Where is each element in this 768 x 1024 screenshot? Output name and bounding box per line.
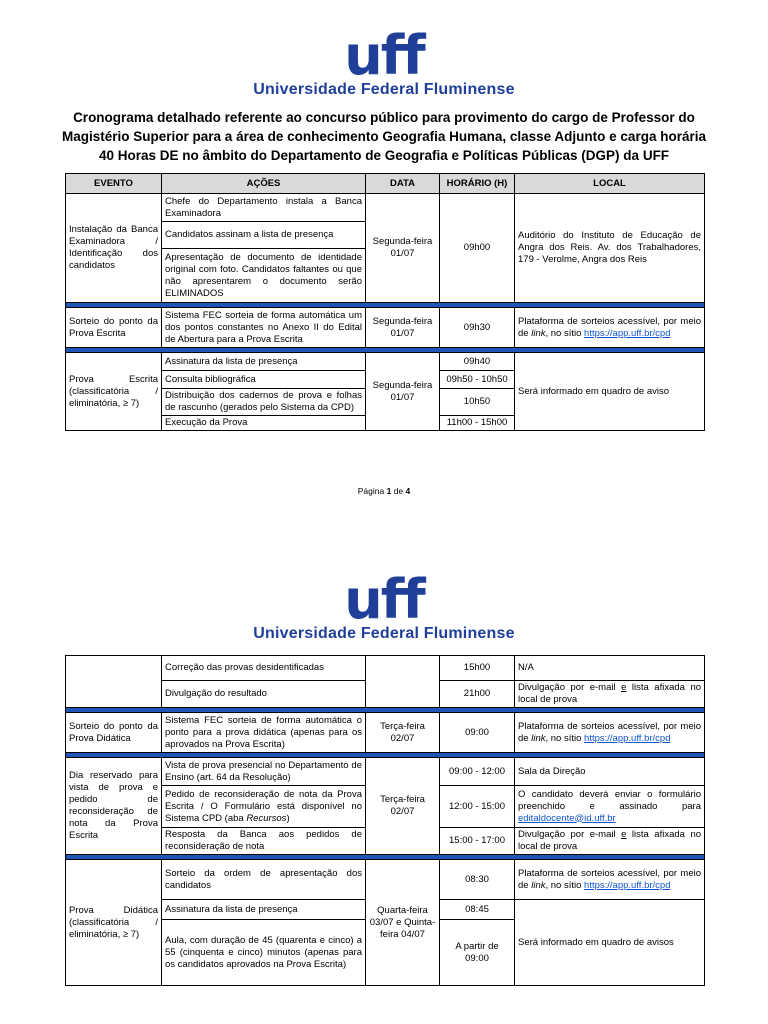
table-row bbox=[66, 194, 705, 222]
evento-cell: Dia reservado para vista de prova e pedido de reconsideração de nota da Prova Escrita bbox=[66, 758, 162, 855]
horario-cell: 12:00 - 15:00 bbox=[440, 786, 515, 828]
horario-cell: 10h50 bbox=[440, 389, 515, 416]
acao-cell: Apresentação de documento de identidade original com foto. Candidatos faltantes ou que não apresentarem o documento serão ELIMINADOS bbox=[162, 249, 366, 303]
evento-cell: Prova Escrita (classificatória / eliminatória, ≥ 7) bbox=[66, 353, 162, 431]
evento-cell: Sorteio do ponto da Prova Escrita bbox=[66, 308, 162, 348]
acao-cell: Sorteio da ordem de apresentação dos candidatos bbox=[162, 860, 366, 900]
local-cell: Sala da Direção bbox=[515, 758, 705, 786]
uff-logo-mark: uff bbox=[344, 24, 424, 87]
header-data: DATA bbox=[366, 174, 440, 194]
local-cell: N/A bbox=[515, 656, 705, 681]
cpd-link[interactable]: https://app.uff.br/cpd bbox=[584, 879, 671, 891]
horario-cell: 15:00 - 17:00 bbox=[440, 828, 515, 855]
document-title: Cronograma detalhado referente ao concurso público para provimento do cargo de Professor do Magistério Superior para a área de conhecimento Geografia Humana, classe Adjunto e carga horária 40 Horas DE no âmbito do Departamento de Geografia e Políticas Públicas (DGP) da UFF bbox=[62, 110, 706, 163]
page-footer: Página 1 de 4 bbox=[357, 486, 411, 496]
acao-cell: Distribuição dos cadernos de prova e folhas de rascunho (gerados pelo Sistema da CPD) bbox=[162, 389, 366, 416]
acao-cell: Sistema FEC sorteia de forma automática um dos pontos constantes no Anexo II do Edital de Abertura para a Prova Escrita bbox=[162, 308, 366, 348]
data-cell: Terça-feira 02/07 bbox=[366, 713, 440, 753]
table-row bbox=[66, 353, 705, 371]
acao-cell: Assinatura da lista de presença bbox=[162, 900, 366, 920]
acao-cell: Pedido de reconsideração de nota da Prova Escrita / O Formulário está disponível no Sistema CPD (aba Recursos) bbox=[162, 786, 366, 828]
table-row bbox=[66, 758, 705, 786]
table-row bbox=[66, 656, 705, 681]
evento-cell: Sorteio do ponto da Prova Didática bbox=[66, 713, 162, 753]
acao-cell: Correção das provas desidentificadas bbox=[162, 656, 366, 681]
data-cell: Terça-feira 02/07 bbox=[366, 758, 440, 855]
data-cell: Quarta-feira 03/07 e Quinta-feira 04/07 bbox=[366, 860, 440, 986]
header-horario: HORÁRIO (H) bbox=[440, 174, 515, 194]
email-link[interactable]: editaldocente@id.uff.br bbox=[518, 812, 616, 824]
acao-cell: Consulta bibliográfica bbox=[162, 371, 366, 389]
table-row bbox=[66, 308, 705, 348]
university-name: Universidade Federal Fluminense bbox=[253, 625, 515, 642]
horario-cell: 09h00 bbox=[440, 194, 515, 303]
local-cell: Divulgação por e-mail e lista afixada no local de prova bbox=[515, 828, 705, 855]
horario-cell: 08:30 bbox=[440, 860, 515, 900]
horario-cell: 09h30 bbox=[440, 308, 515, 348]
acao-cell: Candidatos assinam a lista de presença bbox=[162, 222, 366, 249]
data-cell: Segunda-feira 01/07 bbox=[366, 353, 440, 431]
header-evento: EVENTO bbox=[66, 174, 162, 194]
data-cell: Segunda-feira 01/07 bbox=[366, 308, 440, 348]
cpd-link[interactable]: https://app.uff.br/cpd bbox=[584, 327, 671, 339]
acao-cell: Vista de prova presencial no Departamento de Ensino (art. 64 da Resolução) bbox=[162, 758, 366, 786]
local-cell: Plataforma de sorteios acessível, por meio de link, no sítio https://app.uff.br/cpd bbox=[515, 713, 705, 753]
horario-cell: 09h40 bbox=[440, 353, 515, 371]
evento-cell: Instalação da Banca Examinadora / Identificação dos candidatos bbox=[66, 194, 162, 303]
acao-cell: Divulgação do resultado bbox=[162, 681, 366, 708]
local-cell: Auditório do Instituto de Educação de Angra dos Reis. Av. dos Trabalhadores, 179 - Verolme, Angra dos Reis bbox=[515, 194, 705, 303]
horario-cell: 11h00 - 15h00 bbox=[440, 416, 515, 431]
data-cell bbox=[366, 656, 440, 708]
local-cell: Plataforma de sorteios acessível, por meio de link, no sítio https://app.uff.br/cpd bbox=[515, 860, 705, 900]
table-row bbox=[66, 860, 705, 900]
local-cell: Será informado em quadro de aviso bbox=[515, 353, 705, 431]
local-cell: O candidato deverá enviar o formulário preenchido e assinado para editaldocente@id.uff.br bbox=[515, 786, 705, 828]
horario-cell: 15h00 bbox=[440, 656, 515, 681]
header-local: LOCAL bbox=[515, 174, 705, 194]
cpd-link[interactable]: https://app.uff.br/cpd bbox=[584, 732, 671, 744]
acao-cell: Resposta da Banca aos pedidos de reconsideração de nota bbox=[162, 828, 366, 855]
acao-cell: Aula, com duração de 45 (quarenta e cinco) a 55 (cinquenta e cinco) minutos (apenas para os candidatos aprovados na Prova Escrita) bbox=[162, 920, 366, 986]
local-cell: Plataforma de sorteios acessível, por meio de link, no sítio https://app.uff.br/cpd bbox=[515, 308, 705, 348]
horario-cell: 21h00 bbox=[440, 681, 515, 708]
uff-logo bbox=[0, 24, 768, 99]
horario-cell: 08:45 bbox=[440, 900, 515, 920]
uff-logo-mark: uff bbox=[344, 568, 424, 631]
table-header-row bbox=[66, 174, 705, 194]
acao-cell: Assinatura da lista de presença bbox=[162, 353, 366, 371]
header-acoes: AÇÕES bbox=[162, 174, 366, 194]
university-name: Universidade Federal Fluminense bbox=[253, 81, 515, 98]
schedule-table-2 bbox=[65, 655, 705, 986]
evento-cell bbox=[66, 656, 162, 708]
local-cell: Divulgação por e-mail e lista afixada no local de prova bbox=[515, 681, 705, 708]
data-cell: Segunda-feira 01/07 bbox=[366, 194, 440, 303]
acao-cell: Execução da Prova bbox=[162, 416, 366, 431]
local-cell: Será informado em quadro de avisos bbox=[515, 900, 705, 986]
evento-cell: Prova Didática (classificatória / eliminatória, ≥ 7) bbox=[66, 860, 162, 986]
horario-cell: A partir de 09:00 bbox=[440, 920, 515, 986]
horario-cell: 09:00 - 12:00 bbox=[440, 758, 515, 786]
horario-cell: 09:00 bbox=[440, 713, 515, 753]
table-row bbox=[66, 713, 705, 753]
acao-cell: Sistema FEC sorteia de forma automática o ponto para a prova didática (apenas para os aprovados na Prova Escrita) bbox=[162, 713, 366, 753]
acao-cell: Chefe do Departamento instala a Banca Examinadora bbox=[162, 194, 366, 222]
horario-cell: 09h50 - 10h50 bbox=[440, 371, 515, 389]
schedule-table-1 bbox=[65, 173, 705, 431]
uff-logo bbox=[0, 568, 768, 643]
